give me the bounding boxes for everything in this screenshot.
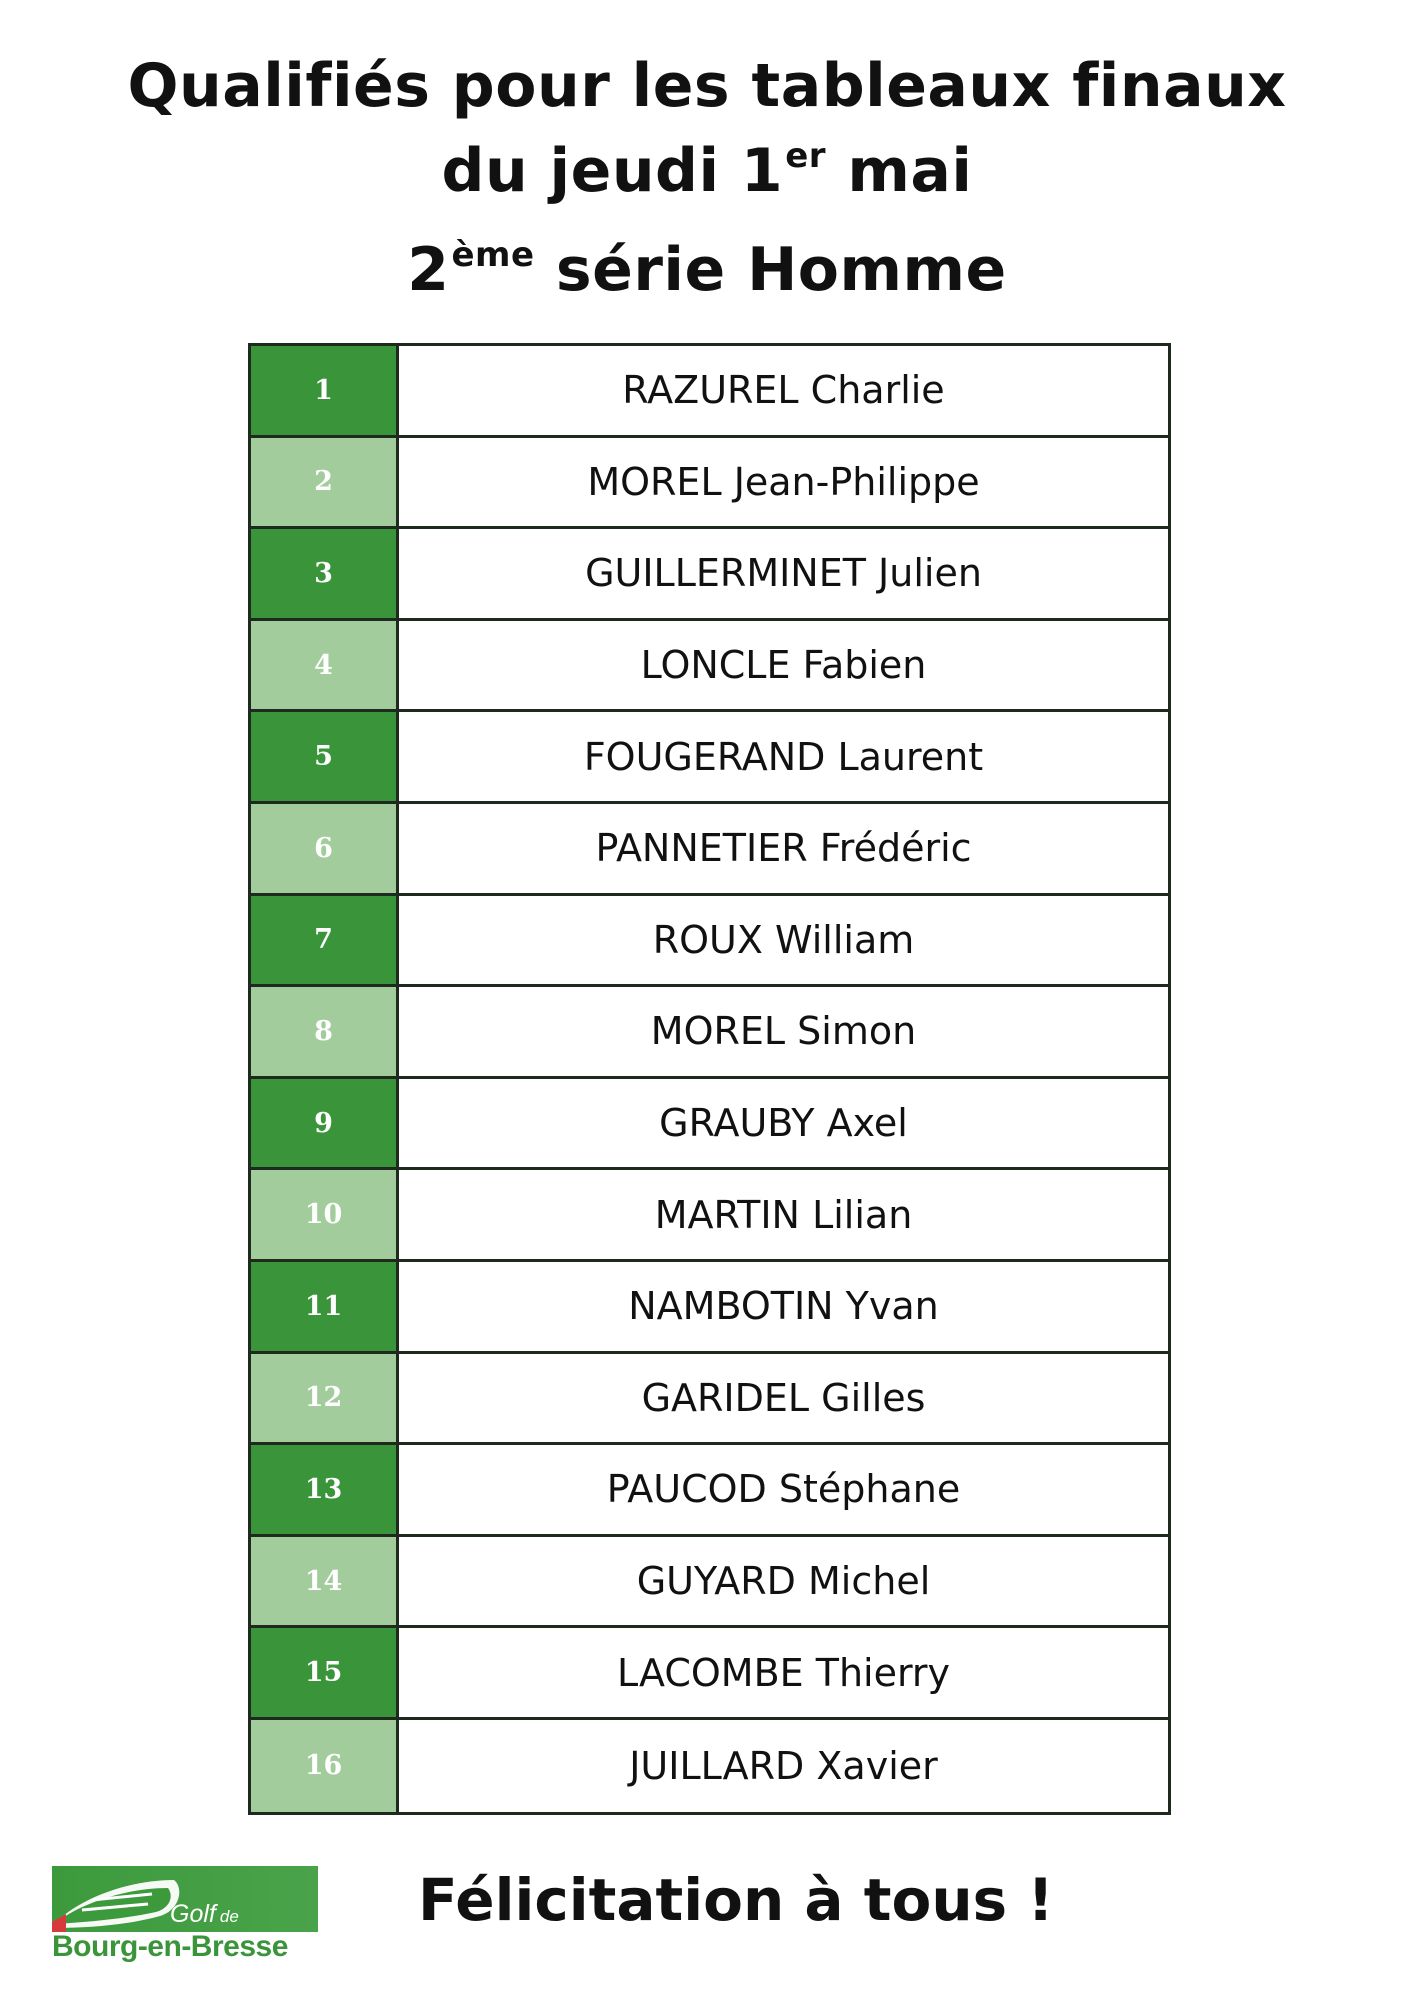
table-row (251, 712, 1168, 804)
table-row (251, 1354, 1168, 1446)
congratulations-text: Félicitation à tous ! (418, 1866, 1054, 1934)
title-line-3 (0, 235, 1414, 305)
rank-cell: 4 (251, 621, 399, 710)
player-name: NAMBOTIN Yvan (628, 1284, 939, 1329)
golf-swoosh-icon (52, 1866, 182, 1932)
rank-cell: 8 (251, 987, 399, 1076)
player-name: GRAUBY Axel (659, 1101, 908, 1146)
rank-cell: 2 (251, 438, 399, 527)
rank-cell: 7 (251, 896, 399, 985)
table-row (251, 1170, 1168, 1262)
player-name: ROUX William (652, 917, 915, 962)
title-line-3-end: série Homme (534, 235, 1007, 305)
rank-cell: 3 (251, 529, 399, 618)
table-row (251, 896, 1168, 988)
player-name: FOUGERAND Laurent (583, 734, 984, 779)
rank-cell: 14 (251, 1537, 399, 1626)
player-name: LACOMBE Thierry (616, 1650, 951, 1695)
table-row (251, 804, 1168, 896)
golf-club-logo (52, 1866, 320, 1976)
player-name: PAUCOD Stéphane (606, 1467, 961, 1512)
rank-cell: 1 (251, 346, 399, 435)
rank-cell: 16 (251, 1720, 399, 1812)
logo-golf-text (170, 1900, 239, 1929)
player-name: JUILLARD Xavier (629, 1743, 938, 1788)
player-name: GUILLERMINET Julien (585, 551, 982, 596)
player-name: MOREL Simon (650, 1009, 917, 1054)
rank-cell: 11 (251, 1262, 399, 1351)
rank-cell: 6 (251, 804, 399, 893)
title-line-2 (0, 136, 1414, 206)
logo-golf-word: Golf (170, 1900, 216, 1928)
title-line-2-start: du jeudi 1 (441, 136, 784, 206)
logo-town-text: Bourg-en-Bresse (52, 1930, 288, 1963)
table-row (251, 1720, 1168, 1812)
qualified-players-table (248, 343, 1171, 1815)
title-line-2-sup: er (785, 136, 827, 176)
rank-cell: 15 (251, 1628, 399, 1717)
rank-cell: 13 (251, 1445, 399, 1534)
player-name: GUYARD Michel (636, 1559, 931, 1604)
title-line-1 (0, 51, 1414, 121)
logo-de-word: de (219, 1907, 239, 1926)
player-name: PANNETIER Frédéric (595, 826, 972, 871)
player-name: RAZUREL Charlie (622, 368, 945, 413)
title-line-3-sup: ème (451, 235, 535, 275)
table-row (251, 1537, 1168, 1629)
title-line-2-end: mai (826, 136, 973, 206)
title-line-1-text: Qualifiés pour les tableaux finaux (127, 51, 1287, 121)
player-name: MARTIN Lilian (654, 1192, 913, 1237)
table-row (251, 529, 1168, 621)
table-row (251, 987, 1168, 1079)
table-row (251, 346, 1168, 438)
table-row (251, 1079, 1168, 1171)
player-name: MOREL Jean-Philippe (587, 459, 980, 504)
table-row (251, 1445, 1168, 1537)
table-row (251, 1628, 1168, 1720)
rank-cell: 9 (251, 1079, 399, 1168)
player-name: GARIDEL Gilles (641, 1375, 926, 1420)
title-line-3-start: 2 (407, 235, 450, 305)
table-row (251, 621, 1168, 713)
player-name: LONCLE Fabien (640, 643, 927, 688)
rank-cell: 10 (251, 1170, 399, 1259)
rank-cell: 5 (251, 712, 399, 801)
table-row (251, 438, 1168, 530)
rank-cell: 12 (251, 1354, 399, 1443)
table-row (251, 1262, 1168, 1354)
